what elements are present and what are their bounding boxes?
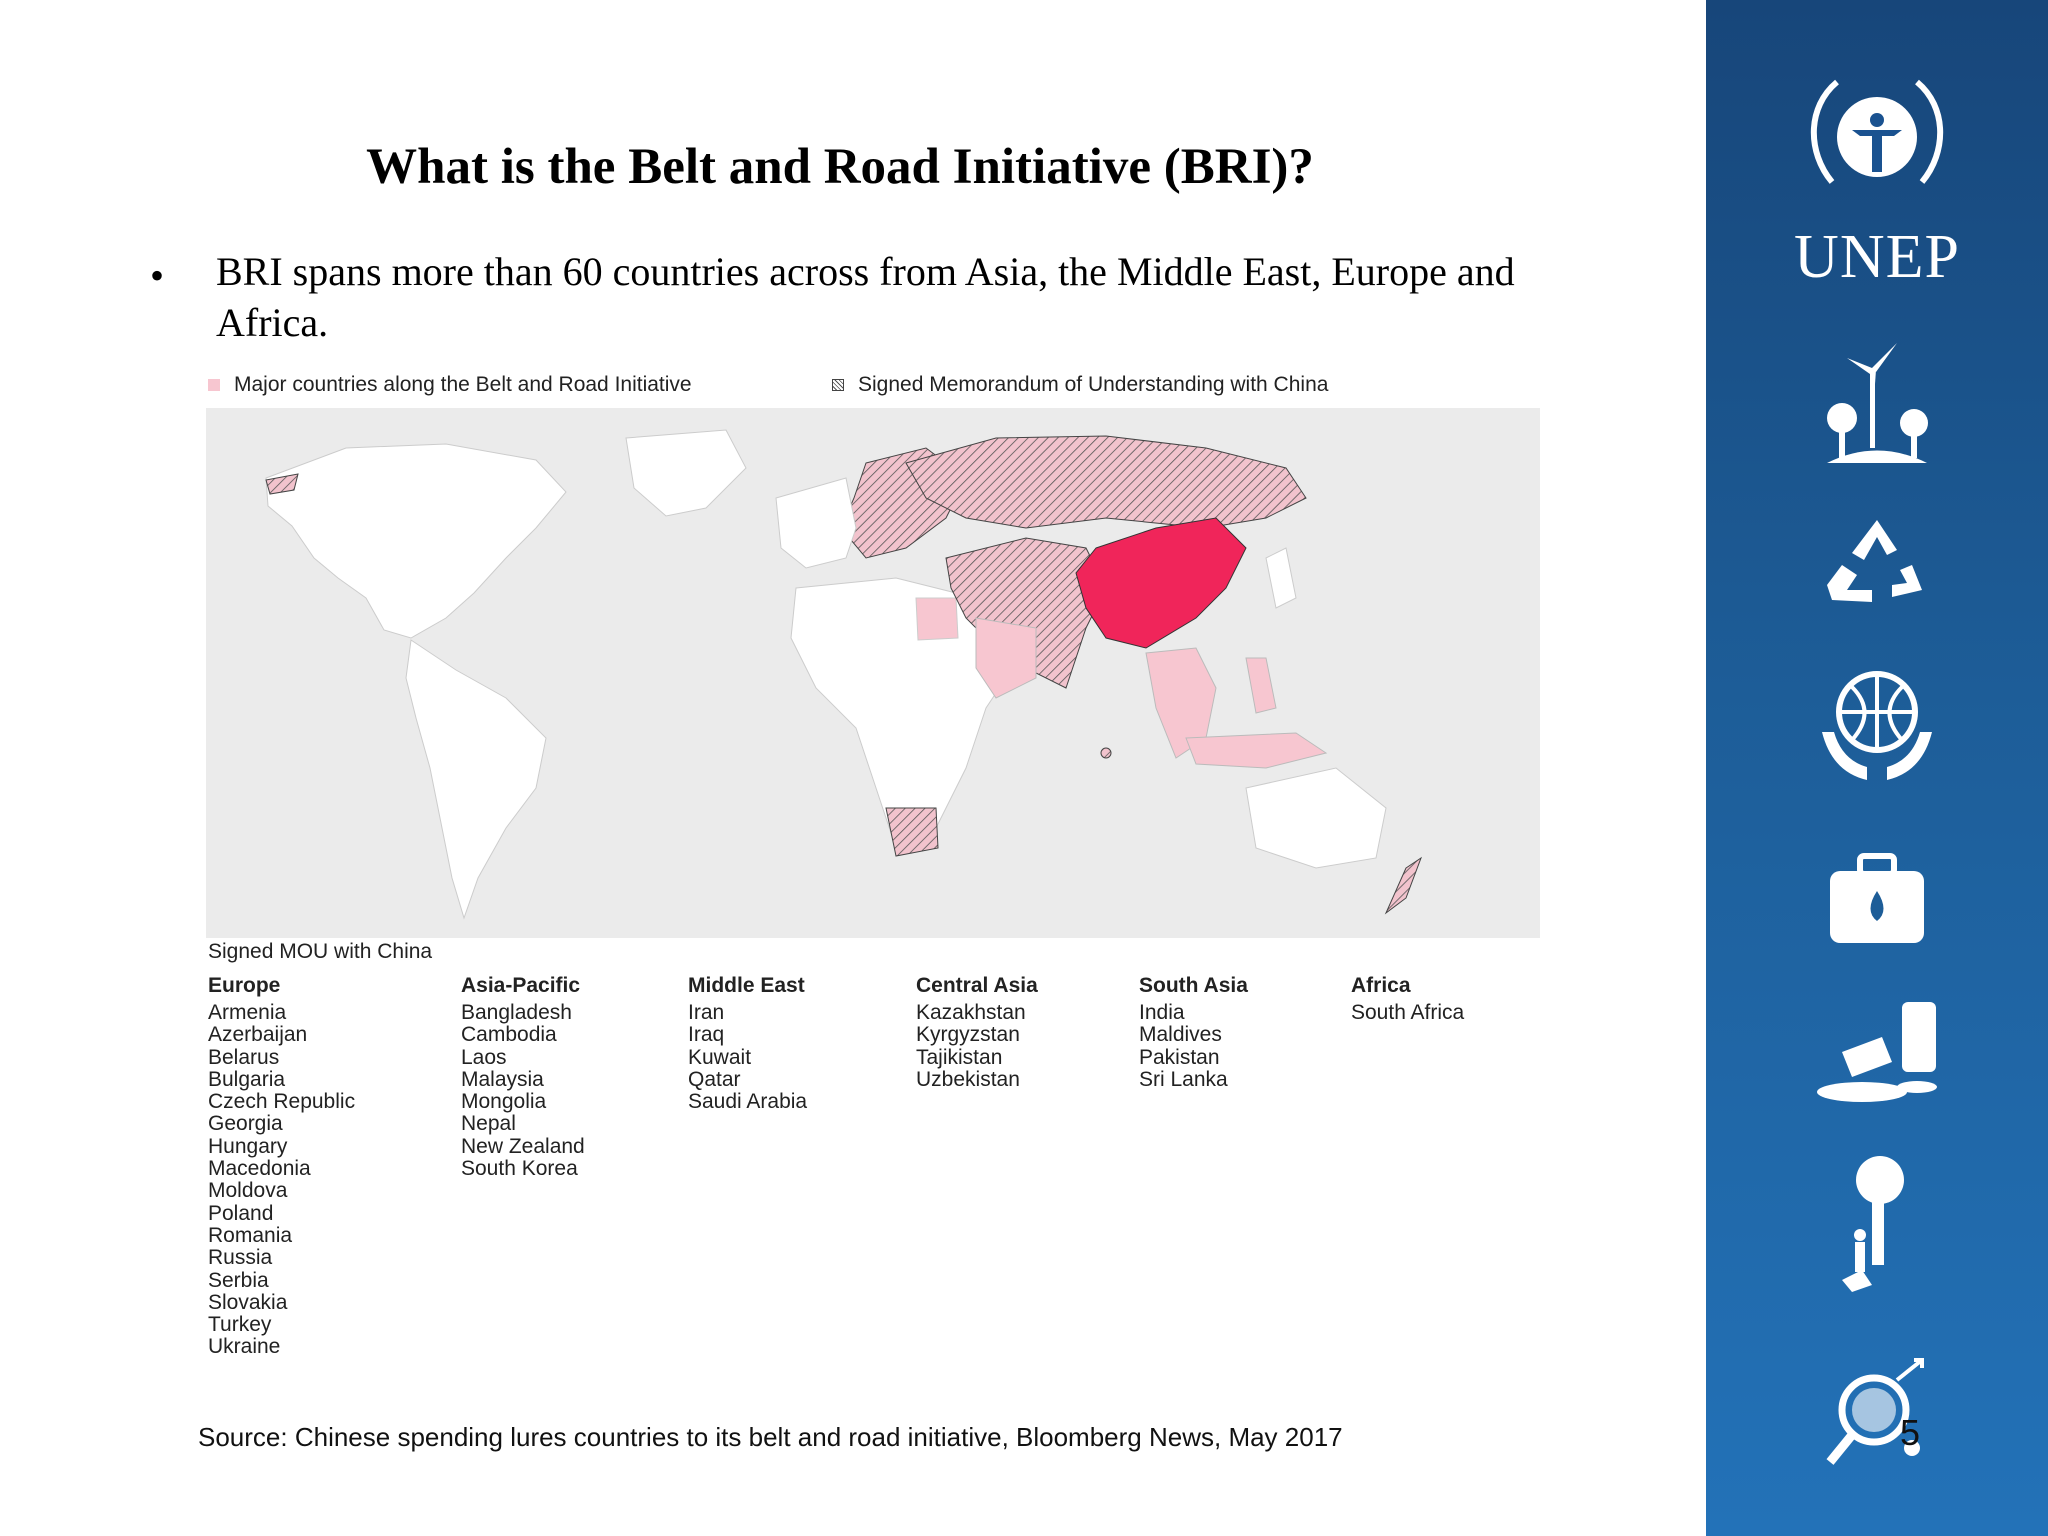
country-item: Mongolia bbox=[461, 1090, 547, 1114]
mou-list-title: Signed MOU with China bbox=[208, 940, 433, 963]
globe-magnifier-icon bbox=[1802, 1350, 1952, 1480]
region-heading: Europe bbox=[208, 974, 281, 997]
recycle-icon bbox=[1802, 505, 1952, 615]
region-heading: Africa bbox=[1351, 974, 1411, 997]
country-item: Bangladesh bbox=[461, 1001, 572, 1024]
country-item: South Africa bbox=[1351, 1001, 1465, 1024]
country-item: New Zealand bbox=[461, 1134, 585, 1158]
south-africa-hatch-shape bbox=[886, 808, 938, 856]
unep-logo-text: UNEP bbox=[1794, 223, 1960, 291]
region-heading: South Asia bbox=[1139, 974, 1248, 997]
country-item: Macedonia bbox=[208, 1157, 311, 1181]
russia-hatch-shape bbox=[906, 436, 1306, 528]
region-heading: Central Asia bbox=[916, 974, 1038, 997]
country-item: Nepal bbox=[461, 1112, 516, 1136]
region-central-asia bbox=[916, 972, 1038, 1091]
china-shape bbox=[1076, 518, 1246, 648]
country-item: Laos bbox=[461, 1045, 507, 1069]
country-item: Pakistan bbox=[1139, 1045, 1220, 1069]
region-asia-pacific bbox=[461, 972, 585, 1180]
country-item: Kyrgyzstan bbox=[916, 1023, 1020, 1047]
egypt-pink-shape bbox=[916, 598, 958, 640]
unep-emblem-icon bbox=[1802, 62, 1952, 212]
country-item: Malaysia bbox=[461, 1067, 544, 1091]
country-item: Uzbekistan bbox=[916, 1067, 1020, 1091]
legend-major-label: Major countries along the Belt and Road Initiative bbox=[234, 373, 692, 396]
hatched-swatch-icon bbox=[832, 379, 844, 391]
country-item: Qatar bbox=[688, 1067, 741, 1091]
water-drop-case-icon bbox=[1802, 846, 1952, 956]
western-europe-shape bbox=[776, 478, 856, 568]
pink-swatch-icon bbox=[208, 379, 220, 391]
country-item: Maldives bbox=[1139, 1023, 1222, 1047]
country-item: Armenia bbox=[208, 1001, 287, 1024]
country-item: Czech Republic bbox=[208, 1090, 356, 1114]
tree-figure-icon bbox=[1802, 1150, 1952, 1300]
indonesia-pink-shape bbox=[1186, 733, 1326, 768]
country-item: Cambodia bbox=[461, 1023, 557, 1047]
maldives-hatch-mark bbox=[1101, 748, 1111, 758]
slide-title: What is the Belt and Road Initiative (BRI)? bbox=[366, 139, 1314, 195]
country-item: Kazakhstan bbox=[916, 1001, 1026, 1024]
country-item: Turkey bbox=[208, 1313, 272, 1337]
legend-major bbox=[208, 370, 692, 400]
greenland-shape bbox=[626, 430, 746, 516]
japan-shape bbox=[1266, 548, 1296, 608]
philippines-pink-shape bbox=[1246, 658, 1276, 713]
country-item: Romania bbox=[208, 1223, 293, 1247]
country-item: Moldova bbox=[208, 1179, 288, 1203]
legend-mou-label: Signed Memorandum of Understanding with China bbox=[858, 373, 1329, 396]
spilled-container-icon bbox=[1802, 992, 1952, 1122]
world-map-svg bbox=[206, 408, 1540, 938]
bullet-text: BRI spans more than 60 countries across from Asia, the Middle East, Europe and Africa. bbox=[216, 249, 1515, 345]
south-america-shape bbox=[406, 640, 546, 918]
country-item: Serbia bbox=[208, 1268, 269, 1292]
australia-shape bbox=[1246, 768, 1386, 868]
country-item: Iraq bbox=[688, 1023, 725, 1047]
page-number: 5 bbox=[1900, 1412, 1921, 1453]
source-citation: Source: Chinese spending lures countries to its belt and road initiative, Bloomberg News, May 2017 bbox=[198, 1422, 1343, 1452]
region-south-asia bbox=[1139, 972, 1248, 1091]
country-item: Russia bbox=[208, 1246, 273, 1270]
country-item: Azerbaijan bbox=[208, 1023, 308, 1047]
country-item: Belarus bbox=[208, 1045, 280, 1069]
country-item: Georgia bbox=[208, 1112, 283, 1136]
region-africa bbox=[1351, 972, 1464, 1024]
country-item: Slovakia bbox=[208, 1290, 288, 1314]
country-item: Saudi Arabia bbox=[688, 1090, 808, 1114]
region-middle-east bbox=[688, 972, 807, 1113]
region-europe bbox=[208, 972, 355, 1359]
country-item: Bulgaria bbox=[208, 1067, 286, 1091]
country-item: Hungary bbox=[208, 1134, 288, 1158]
new-zealand-hatch-shape bbox=[1386, 858, 1421, 913]
legend-mou bbox=[832, 370, 1328, 400]
country-item: South Korea bbox=[461, 1157, 578, 1181]
globe-hands-icon bbox=[1802, 662, 1952, 792]
region-heading: Middle East bbox=[688, 974, 805, 997]
wind-turbine-trees-icon bbox=[1802, 338, 1952, 468]
region-heading: Asia-Pacific bbox=[461, 974, 581, 997]
country-item: Tajikistan bbox=[916, 1045, 1003, 1069]
country-item: Ukraine bbox=[208, 1335, 281, 1359]
country-item: India bbox=[1139, 1001, 1185, 1024]
world-map bbox=[206, 408, 1540, 938]
country-item: Kuwait bbox=[688, 1045, 752, 1069]
country-item: Sri Lanka bbox=[1139, 1067, 1228, 1091]
country-item: Poland bbox=[208, 1201, 274, 1225]
bullet-marker: • bbox=[150, 253, 165, 298]
country-item: Iran bbox=[688, 1001, 725, 1024]
unep-sidebar bbox=[1706, 0, 2048, 1536]
north-america-shape bbox=[266, 444, 566, 638]
